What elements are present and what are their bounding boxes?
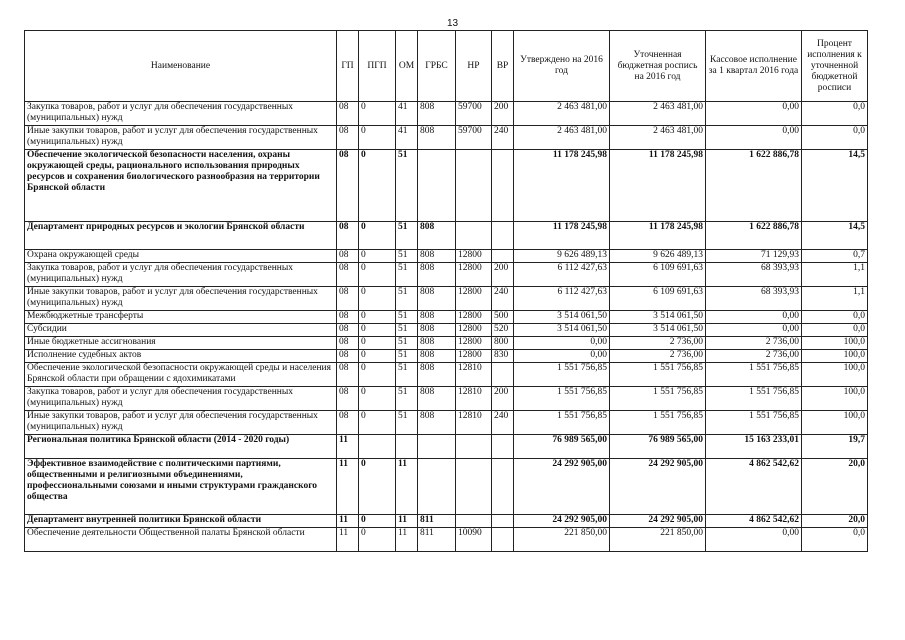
cell-gp: 11	[337, 528, 359, 552]
cell-gp: 08	[337, 250, 359, 263]
cell-vr: 830	[492, 350, 514, 363]
cell-pgp: 0	[359, 363, 396, 387]
table-row	[25, 337, 868, 350]
cell-cash: 1 551 756,85	[706, 387, 802, 411]
cell-cash: 15 163 233,01	[706, 435, 802, 459]
cell-gp: 08	[337, 102, 359, 126]
header-row	[25, 31, 868, 102]
cell-approved: 11 178 245,98	[514, 150, 610, 222]
cell-om: 51	[396, 150, 418, 222]
cell-approved: 76 989 565,00	[514, 435, 610, 459]
cell-percent: 0,0	[802, 528, 868, 552]
cell-nr: 12800	[456, 250, 492, 263]
cell-nr	[456, 435, 492, 459]
cell-om: 11	[396, 515, 418, 528]
cell-vr	[492, 250, 514, 263]
cell-vr	[492, 459, 514, 515]
cell-refined: 221 850,00	[610, 528, 706, 552]
page-number: 13	[446, 18, 459, 29]
cell-refined: 2 463 481,00	[610, 126, 706, 150]
cell-pgp: 0	[359, 528, 396, 552]
cell-gp: 08	[337, 263, 359, 287]
cell-percent: 14,5	[802, 222, 868, 250]
cell-name: Эффективное взаимодействие с политическими партиями, общественными и религиозными объединениями, профессиональными союзами и иными структурами гражданского общества	[25, 459, 337, 515]
cell-pgp: 0	[359, 387, 396, 411]
cell-grbs	[418, 435, 456, 459]
cell-approved: 221 850,00	[514, 528, 610, 552]
header-percent: Процент исполнения к уточненной бюджетной росписи	[802, 31, 868, 102]
cell-pgp: 0	[359, 311, 396, 324]
cell-nr: 12800	[456, 324, 492, 337]
cell-pgp: 0	[359, 102, 396, 126]
cell-refined: 2 736,00	[610, 337, 706, 350]
table-row	[25, 222, 868, 250]
cell-name: Региональная политика Брянской области (2014 - 2020 годы)	[25, 435, 337, 459]
header-om: ОМ	[396, 31, 418, 102]
cell-gp: 08	[337, 411, 359, 435]
cell-nr: 10090	[456, 528, 492, 552]
cell-name: Иные закупки товаров, работ и услуг для обеспечения государственных (муниципальных) нужд	[25, 287, 337, 311]
cell-pgp: 0	[359, 411, 396, 435]
cell-percent: 20,0	[802, 515, 868, 528]
cell-cash: 4 862 542,62	[706, 515, 802, 528]
cell-percent: 0,0	[802, 102, 868, 126]
cell-vr: 200	[492, 102, 514, 126]
cell-approved: 0,00	[514, 337, 610, 350]
cell-cash: 1 622 886,78	[706, 150, 802, 222]
cell-om: 51	[396, 250, 418, 263]
cell-nr: 12800	[456, 263, 492, 287]
cell-approved: 0,00	[514, 350, 610, 363]
cell-gp: 08	[337, 363, 359, 387]
cell-nr: 12810	[456, 387, 492, 411]
cell-vr: 240	[492, 287, 514, 311]
cell-percent: 100,0	[802, 337, 868, 350]
cell-cash: 1 551 756,85	[706, 411, 802, 435]
cell-nr	[456, 515, 492, 528]
cell-om: 51	[396, 311, 418, 324]
table-row	[25, 311, 868, 324]
cell-om: 11	[396, 459, 418, 515]
cell-name: Иные бюджетные ассигнования	[25, 337, 337, 350]
cell-om: 51	[396, 411, 418, 435]
cell-approved: 2 463 481,00	[514, 126, 610, 150]
cell-grbs: 808	[418, 350, 456, 363]
table-row	[25, 287, 868, 311]
table-row	[25, 459, 868, 515]
cell-vr: 240	[492, 411, 514, 435]
cell-vr	[492, 528, 514, 552]
cell-approved: 3 514 061,50	[514, 311, 610, 324]
cell-refined: 6 109 691,63	[610, 287, 706, 311]
cell-grbs: 808	[418, 263, 456, 287]
table-row	[25, 102, 868, 126]
cell-percent: 100,0	[802, 363, 868, 387]
cell-name: Закупка товаров, работ и услуг для обеспечения государственных (муниципальных) нужд	[25, 263, 337, 287]
cell-pgp: 0	[359, 324, 396, 337]
cell-name: Охрана окружающей среды	[25, 250, 337, 263]
cell-vr: 800	[492, 337, 514, 350]
cell-cash: 0,00	[706, 528, 802, 552]
cell-cash: 4 862 542,62	[706, 459, 802, 515]
cell-approved: 3 514 061,50	[514, 324, 610, 337]
cell-percent: 14,5	[802, 150, 868, 222]
cell-grbs	[418, 459, 456, 515]
table-row	[25, 263, 868, 287]
cell-name: Закупка товаров, работ и услуг для обеспечения государственных (муниципальных) нужд	[25, 102, 337, 126]
table-row	[25, 363, 868, 387]
cell-om: 51	[396, 287, 418, 311]
cell-gp: 11	[337, 459, 359, 515]
cell-gp: 08	[337, 287, 359, 311]
cell-om: 51	[396, 363, 418, 387]
table-row	[25, 411, 868, 435]
table-row	[25, 435, 868, 459]
cell-percent: 0,0	[802, 126, 868, 150]
table-row	[25, 528, 868, 552]
cell-vr	[492, 222, 514, 250]
cell-percent: 100,0	[802, 387, 868, 411]
cell-refined: 1 551 756,85	[610, 387, 706, 411]
header-grbs: ГРБС	[418, 31, 456, 102]
table-row	[25, 515, 868, 528]
cell-cash: 0,00	[706, 311, 802, 324]
cell-percent: 100,0	[802, 411, 868, 435]
cell-refined: 2 463 481,00	[610, 102, 706, 126]
cell-nr: 12800	[456, 337, 492, 350]
cell-name: Закупка товаров, работ и услуг для обеспечения государственных (муниципальных) нужд	[25, 387, 337, 411]
cell-approved: 2 463 481,00	[514, 102, 610, 126]
cell-grbs: 808	[418, 337, 456, 350]
cell-name: Исполнение судебных актов	[25, 350, 337, 363]
cell-cash: 71 129,93	[706, 250, 802, 263]
cell-percent: 1,1	[802, 263, 868, 287]
cell-refined: 3 514 061,50	[610, 324, 706, 337]
cell-percent: 0,0	[802, 311, 868, 324]
cell-pgp: 0	[359, 459, 396, 515]
cell-refined: 11 178 245,98	[610, 222, 706, 250]
cell-pgp: 0	[359, 350, 396, 363]
cell-gp: 08	[337, 150, 359, 222]
cell-om: 51	[396, 263, 418, 287]
cell-percent: 100,0	[802, 350, 868, 363]
cell-refined: 6 109 691,63	[610, 263, 706, 287]
cell-percent: 20,0	[802, 459, 868, 515]
cell-om: 51	[396, 324, 418, 337]
cell-cash: 1 551 756,85	[706, 363, 802, 387]
cell-nr: 12800	[456, 287, 492, 311]
cell-grbs: 808	[418, 387, 456, 411]
cell-om: 51	[396, 337, 418, 350]
header-cash: Кассовое исполнение за 1 квартал 2016 года	[706, 31, 802, 102]
cell-grbs	[418, 150, 456, 222]
cell-om: 11	[396, 528, 418, 552]
cell-nr: 59700	[456, 126, 492, 150]
cell-vr: 240	[492, 126, 514, 150]
cell-name: Иные закупки товаров, работ и услуг для обеспечения государственных (муниципальных) нужд	[25, 126, 337, 150]
cell-refined: 1 551 756,85	[610, 411, 706, 435]
cell-grbs: 811	[418, 528, 456, 552]
cell-grbs: 808	[418, 363, 456, 387]
cell-grbs: 808	[418, 102, 456, 126]
cell-approved: 11 178 245,98	[514, 222, 610, 250]
cell-name: Межбюджетные трансферты	[25, 311, 337, 324]
cell-nr: 59700	[456, 102, 492, 126]
cell-vr: 200	[492, 263, 514, 287]
cell-refined: 9 626 489,13	[610, 250, 706, 263]
cell-refined: 2 736,00	[610, 350, 706, 363]
cell-name: Обеспечение деятельности Общественной палаты Брянской области	[25, 528, 337, 552]
cell-name: Департамент внутренней политики Брянской области	[25, 515, 337, 528]
cell-grbs: 808	[418, 311, 456, 324]
cell-approved: 6 112 427,63	[514, 287, 610, 311]
cell-grbs: 808	[418, 250, 456, 263]
cell-gp: 08	[337, 350, 359, 363]
cell-name: Иные закупки товаров, работ и услуг для обеспечения государственных (муниципальных) нужд	[25, 411, 337, 435]
cell-cash: 2 736,00	[706, 337, 802, 350]
cell-gp: 11	[337, 435, 359, 459]
cell-vr: 500	[492, 311, 514, 324]
cell-gp: 08	[337, 222, 359, 250]
cell-cash: 0,00	[706, 126, 802, 150]
cell-name: Обеспечение экологической безопасности окружающей среды и населения Брянской области при обращении с ядохимикатами	[25, 363, 337, 387]
cell-percent: 19,7	[802, 435, 868, 459]
cell-cash: 1 622 886,78	[706, 222, 802, 250]
cell-name: Обеспечение экологической безопасности населения, охраны окружающей среды, рационального использования природных ресурсов и сохранения биологического разнообразия на территории Брянской области	[25, 150, 337, 222]
cell-pgp: 0	[359, 250, 396, 263]
cell-pgp: 0	[359, 222, 396, 250]
budget-execution-table	[24, 30, 868, 552]
cell-approved: 1 551 756,85	[514, 363, 610, 387]
header-approved: Утверждено на 2016 год	[514, 31, 610, 102]
cell-approved: 24 292 905,00	[514, 515, 610, 528]
cell-vr	[492, 515, 514, 528]
cell-refined: 1 551 756,85	[610, 363, 706, 387]
header-vr: ВР	[492, 31, 514, 102]
cell-vr: 520	[492, 324, 514, 337]
cell-om: 51	[396, 387, 418, 411]
cell-cash: 0,00	[706, 324, 802, 337]
cell-gp: 08	[337, 324, 359, 337]
table-row	[25, 324, 868, 337]
cell-vr: 200	[492, 387, 514, 411]
cell-nr	[456, 150, 492, 222]
cell-gp: 08	[337, 337, 359, 350]
cell-vr	[492, 150, 514, 222]
cell-nr: 12800	[456, 350, 492, 363]
cell-grbs: 811	[418, 515, 456, 528]
cell-pgp: 0	[359, 287, 396, 311]
cell-pgp: 0	[359, 150, 396, 222]
cell-grbs: 808	[418, 222, 456, 250]
header-gp: ГП	[337, 31, 359, 102]
cell-grbs: 808	[418, 411, 456, 435]
cell-nr: 12810	[456, 411, 492, 435]
cell-cash: 68 393,93	[706, 263, 802, 287]
header-name: Наименование	[25, 31, 337, 102]
cell-gp: 08	[337, 387, 359, 411]
cell-refined: 11 178 245,98	[610, 150, 706, 222]
table-row	[25, 126, 868, 150]
cell-pgp: 0	[359, 337, 396, 350]
cell-nr	[456, 459, 492, 515]
cell-pgp: 0	[359, 263, 396, 287]
cell-vr	[492, 363, 514, 387]
cell-gp: 08	[337, 311, 359, 324]
cell-om: 51	[396, 222, 418, 250]
cell-nr: 12800	[456, 311, 492, 324]
cell-approved: 6 112 427,63	[514, 263, 610, 287]
cell-approved: 9 626 489,13	[514, 250, 610, 263]
cell-refined: 24 292 905,00	[610, 515, 706, 528]
cell-approved: 1 551 756,85	[514, 387, 610, 411]
cell-refined: 3 514 061,50	[610, 311, 706, 324]
cell-refined: 76 989 565,00	[610, 435, 706, 459]
cell-vr	[492, 435, 514, 459]
cell-pgp	[359, 435, 396, 459]
cell-nr: 12810	[456, 363, 492, 387]
cell-grbs: 808	[418, 126, 456, 150]
cell-percent: 0,7	[802, 250, 868, 263]
cell-percent: 1,1	[802, 287, 868, 311]
cell-om: 41	[396, 126, 418, 150]
header-pgp: ПГП	[359, 31, 396, 102]
cell-cash: 0,00	[706, 102, 802, 126]
cell-approved: 24 292 905,00	[514, 459, 610, 515]
cell-gp: 11	[337, 515, 359, 528]
cell-cash: 2 736,00	[706, 350, 802, 363]
cell-nr	[456, 222, 492, 250]
cell-pgp: 0	[359, 515, 396, 528]
cell-gp: 08	[337, 126, 359, 150]
cell-cash: 68 393,93	[706, 287, 802, 311]
cell-pgp: 0	[359, 126, 396, 150]
cell-om	[396, 435, 418, 459]
cell-grbs: 808	[418, 324, 456, 337]
header-refined: Уточненная бюджетная роспись на 2016 год	[610, 31, 706, 102]
cell-approved: 1 551 756,85	[514, 411, 610, 435]
cell-refined: 24 292 905,00	[610, 459, 706, 515]
cell-om: 51	[396, 350, 418, 363]
table-row	[25, 350, 868, 363]
table-row	[25, 150, 868, 222]
header-nr: НР	[456, 31, 492, 102]
cell-name: Субсидии	[25, 324, 337, 337]
cell-grbs: 808	[418, 287, 456, 311]
cell-om: 41	[396, 102, 418, 126]
table-row	[25, 387, 868, 411]
cell-percent: 0,0	[802, 324, 868, 337]
cell-name: Департамент природных ресурсов и экологии Брянской области	[25, 222, 337, 250]
table-row	[25, 250, 868, 263]
